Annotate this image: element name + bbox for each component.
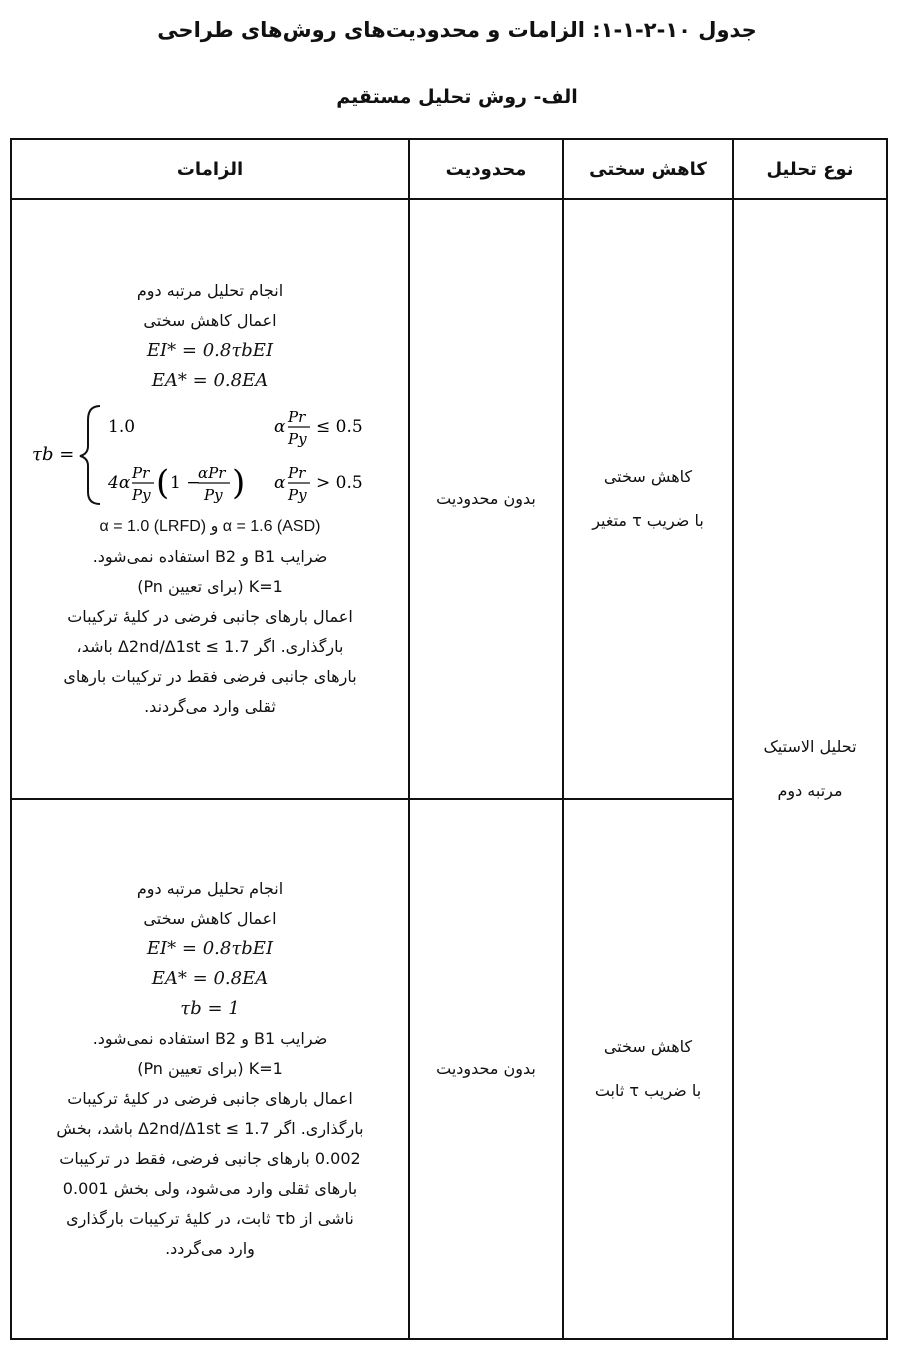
case-2-py: Py (132, 486, 151, 504)
header-row (11, 139, 887, 199)
req-line: وارد می‌گردد. (165, 1239, 255, 1258)
tau-b-piecewise-equation (26, 400, 394, 508)
stiffness-line-1: کاهش سختی (603, 467, 693, 486)
analysis-type-line-2: مرتبه دوم (777, 781, 843, 800)
limitation-cell: بدون محدودیت (409, 199, 563, 799)
case-2-open-paren: ( (156, 463, 170, 503)
req-line: ضرایب B1 و B2 استفاده نمی‌شود. (92, 547, 328, 566)
case-2-close-paren: ) (232, 463, 246, 503)
req-line: اعمال کاهش سختی (143, 909, 277, 928)
analysis-type-cell (733, 199, 887, 1339)
table-subtitle: الف- روش تحلیل مستقیم (336, 86, 578, 108)
case-2-value: 4α (108, 473, 131, 493)
equation-ei: EI* = 0.8τbEI (146, 340, 274, 361)
table-title: جدول ۱۰-۲-۱-۱: الزامات و محدودیت‌های روش‌های طراحی (157, 18, 757, 42)
case-1-alpha: α (274, 417, 286, 437)
analysis-type-line-1: تحلیل الاستیک (763, 737, 857, 756)
case-1-condition: ≤ 0.5 (316, 417, 363, 437)
requirements-cell (11, 799, 409, 1339)
stiffness-cell (563, 199, 733, 799)
header-requirements: الزامات (11, 139, 409, 199)
limitation-cell: بدون محدودیت (409, 799, 563, 1339)
req-line: اعمال کاهش سختی (143, 311, 277, 330)
case-1-value: 1.0 (108, 417, 136, 437)
stiffness-cell (563, 799, 733, 1339)
case-2-inner-py: Py (204, 486, 223, 504)
req-line: اعمال بارهای جانبی فرضی در کلیهٔ ترکیبات (67, 1089, 353, 1108)
case-2-cond-pr: Pr (288, 464, 306, 482)
header-analysis-type: نوع تحلیل (733, 139, 887, 199)
requirements-table (10, 138, 888, 1340)
case-1-py: Py (288, 430, 307, 448)
alpha-values: α = 1.0 (LRFD) و α = 1.6 (ASD) (99, 518, 321, 535)
case-2-pr: Pr (132, 464, 150, 482)
case-2-one-minus: 1 − (170, 473, 201, 493)
req-line: ناشی از τb ثابت، در کلیهٔ ترکیبات بارگذاری (66, 1209, 354, 1228)
equation-ea: EA* = 0.8EA (151, 968, 269, 989)
req-line: K=1 (برای تعیین Pn) (137, 1059, 283, 1078)
req-line: K=1 (برای تعیین Pn) (137, 577, 283, 596)
case-2-cond-py: Py (288, 486, 307, 504)
tau-label: τb = (32, 444, 75, 465)
case-1-pr: Pr (288, 408, 306, 426)
req-line: بارهای جانبی فرضی فقط در ترکیبات بارهای (63, 667, 357, 686)
req-line: ضرایب B1 و B2 استفاده نمی‌شود. (92, 1029, 328, 1048)
equation-ei: EI* = 0.8τbEI (146, 938, 274, 959)
req-line: انجام تحلیل مرتبه دوم (136, 281, 284, 300)
requirements-cell (11, 199, 409, 799)
table-row (11, 199, 887, 799)
stiffness-line-2: با ضریب τ متغیر (592, 511, 704, 530)
equation-ea: EA* = 0.8EA (151, 370, 269, 391)
req-line: 0.002 بارهای جانبی فرضی، فقط در ترکیبات (59, 1149, 361, 1168)
header-limitation: محدودیت (409, 139, 563, 199)
req-line: بارگذاری. اگر Δ2nd/Δ1st ≤ 1.7 باشد، (76, 637, 344, 656)
equation-tau: τb = 1 (180, 998, 240, 1019)
req-line: انجام تحلیل مرتبه دوم (136, 879, 284, 898)
req-line: ثقلی وارد می‌گردند. (144, 697, 276, 716)
stiffness-line-1: کاهش سختی (603, 1037, 693, 1056)
req-line: بارهای ثقلی وارد می‌شود، ولی بخش 0.001 (62, 1179, 358, 1198)
left-brace (80, 406, 100, 504)
req-line: اعمال بارهای جانبی فرضی در کلیهٔ ترکیبات (67, 607, 353, 626)
case-2-alpha: α (274, 473, 286, 493)
case-2-alpha-pr: αPr (198, 464, 226, 482)
header-stiffness-reduction: کاهش سختی (563, 139, 733, 199)
case-2-condition: > 0.5 (316, 473, 363, 493)
stiffness-line-2: با ضریب τ ثابت (594, 1081, 702, 1100)
req-line: بارگذاری. اگر Δ2nd/Δ1st ≤ 1.7 باشد، بخش (56, 1119, 364, 1138)
